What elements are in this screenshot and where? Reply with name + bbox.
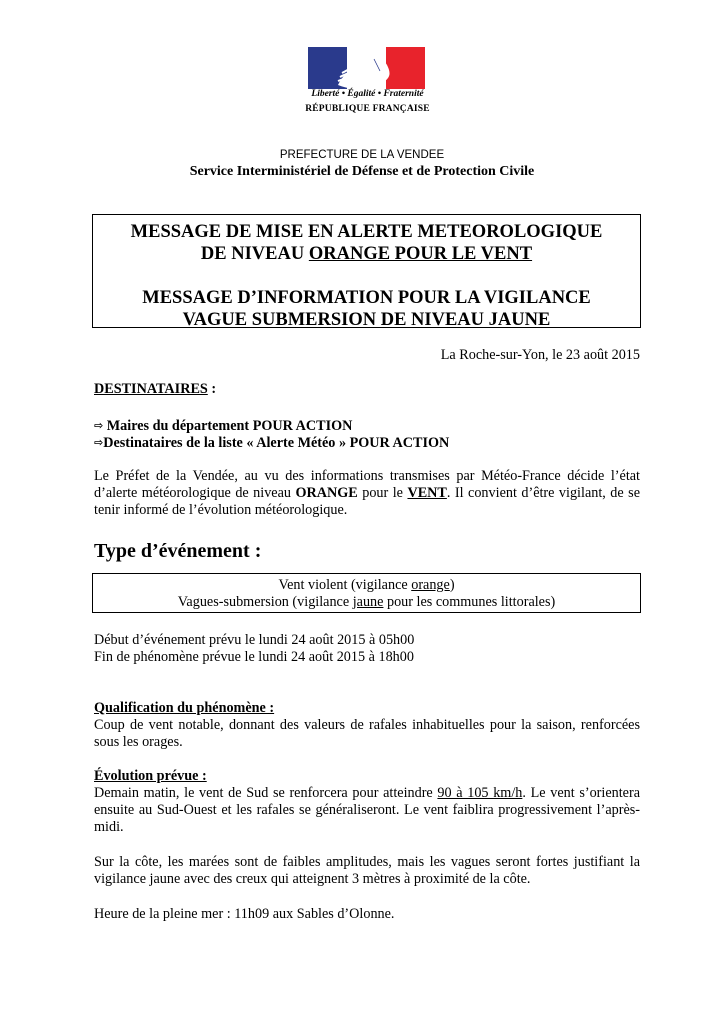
arrow-right-icon: ⇨ xyxy=(94,419,104,432)
event-type-heading: Type d’événement : xyxy=(94,540,262,562)
intro-text-1: Le Préfet de la Vendée, au vu des informations transmises par Météo-France décide l’état d’alerte météorologique de niveau xyxy=(94,468,640,501)
title-line-3: MESSAGE D’INFORMATION POUR LA VIGILANCE xyxy=(142,288,591,308)
date-line: La Roche-sur-Yon, le 23 août 2015 xyxy=(440,347,640,363)
evolution-heading: Évolution prévue : xyxy=(94,768,207,784)
qualification-heading: Qualification du phénomène : xyxy=(94,700,275,716)
marianne-flag-icon xyxy=(308,47,425,89)
service-name: Service Interministériel de Défense et de Protection Civile xyxy=(189,164,535,179)
evolution-text-1: Demain matin, le vent de Sud se renforcera pour atteindre xyxy=(94,785,438,801)
event-line-2-prefix: Vagues-submersion (vigilance xyxy=(177,594,353,610)
recipient-item xyxy=(94,417,352,435)
republic-name: RÉPUBLIQUE FRANÇAISE xyxy=(305,104,430,114)
alert-level: ORANGE xyxy=(295,485,358,501)
evolution-text-2: . Le vent s’orientera ensuite au Sud-Ouest et les rafales se généraliseront. Le vent faiblira progressivement l’après-midi. xyxy=(94,785,640,835)
republique-francaise-logo xyxy=(305,45,430,120)
event-type-box xyxy=(92,573,641,613)
recipient-item-label: Maires du département POUR ACTION xyxy=(106,418,353,434)
event-type-line-1 xyxy=(93,577,640,594)
event-start: Début d’événement prévu le lundi 24 août 2015 à 05h00 xyxy=(94,632,415,648)
title-line-1: MESSAGE DE MISE EN ALERTE METEOROLOGIQUE xyxy=(130,222,603,242)
high-tide-line: Heure de la pleine mer : 11h09 aux Sables d’Olonne. xyxy=(94,906,395,922)
wind-speed: 90 à 105 km/h xyxy=(437,785,523,801)
event-line-1-suffix: ) xyxy=(449,577,455,593)
coast-paragraph: Sur la côte, les marées sont de faibles amplitudes, mais les vagues seront fortes justifiant la vigilance jaune avec des creux qui atteignent 3 mètres à proximité de la côte. xyxy=(94,854,640,887)
intro-text-3: . Il convient d’être vigilant, de se tenir informé de l’évolution météorologique. xyxy=(94,485,640,518)
title-line-4: VAGUE SUBMERSION DE NIVEAU JAUNE xyxy=(182,310,551,330)
recipient-item-label: Destinataires de la liste « Alerte Météo » POUR ACTION xyxy=(103,435,450,451)
title-line-2-prefix: DE NIVEAU xyxy=(200,244,309,264)
event-line-2-suffix: pour les communes littorales) xyxy=(383,594,556,610)
event-type-line-2 xyxy=(93,594,640,611)
intro-text-2: pour le xyxy=(357,485,408,501)
evolution-text xyxy=(94,785,640,836)
recipients-heading xyxy=(94,381,216,398)
event-line-2-level: jaune xyxy=(352,594,384,610)
event-line-1-level: orange xyxy=(411,577,450,593)
event-end: Fin de phénomène prévue le lundi 24 août 2015 à 18h00 xyxy=(94,649,414,665)
intro-paragraph xyxy=(94,468,640,519)
alert-title-box xyxy=(92,214,641,328)
recipients-heading-text: DESTINATAIRES xyxy=(94,381,208,397)
title-line-2-underlined: ORANGE POUR LE VENT xyxy=(308,244,533,264)
alert-hazard: VENT xyxy=(407,485,447,501)
title-line-2 xyxy=(93,243,640,265)
republic-motto: Liberté • Égalité • Fraternité xyxy=(311,89,424,99)
qualification-text: Coup de vent notable, donnant des valeurs de rafales inhabituelles pour la saison, renforcées sous les orages. xyxy=(94,717,640,750)
recipient-item xyxy=(94,434,449,452)
recipients-heading-suffix: : xyxy=(207,381,217,397)
arrow-right-icon: ⇨ xyxy=(94,436,104,449)
event-line-1-prefix: Vent violent (vigilance xyxy=(278,577,412,593)
prefecture-name: PREFECTURE DE LA VENDEE xyxy=(279,149,445,161)
